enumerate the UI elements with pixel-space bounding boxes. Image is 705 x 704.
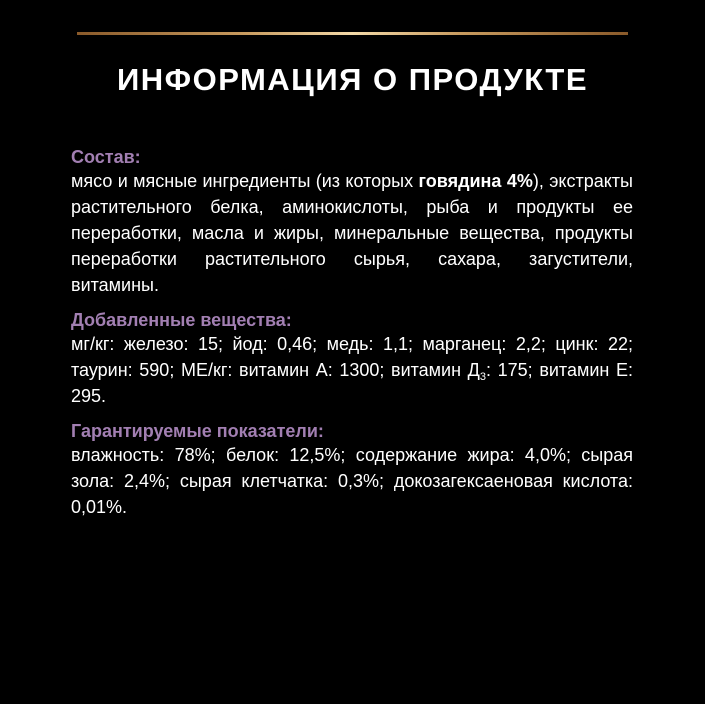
guaranteed-section	[71, 420, 633, 520]
additives-text-part: мг/кг: железо: 15; йод: 0,46; медь: 1,1; марганец: 2,2; цинк: 22; таурин: 590; МЕ/кг: витамин А: 1300; витамин Д	[71, 334, 633, 380]
guaranteed-heading: Гарантируемые показатели:	[71, 421, 324, 441]
composition-text-part: мясо и мясные ингредиенты (из которых	[71, 171, 419, 191]
top-divider	[77, 32, 628, 35]
page-title: ИНФОРМАЦИЯ О ПРОДУКТЕ	[116, 62, 589, 97]
additives-text	[71, 331, 633, 409]
composition-text-part: ), экстракты растительного белка, аминокислоты, рыба и продукты ее переработки, масла и жиры, минеральные вещества, продукты переработки растительного сырья, сахара, загустители, витамины.	[71, 171, 633, 295]
additives-heading: Добавленные вещества:	[71, 310, 292, 330]
product-info-content	[71, 146, 633, 531]
composition-text	[71, 168, 633, 298]
additives-text-part: : 175; витамин Е: 295.	[71, 360, 633, 406]
composition-heading: Состав:	[71, 147, 141, 167]
additives-section	[71, 309, 633, 409]
guaranteed-text: влажность: 78%; белок: 12,5%; содержание жира: 4,0%; сырая зола: 2,4%; сырая клетчатка: 0,3%; докозагексаеновая кислота: 0,01%.	[71, 445, 633, 517]
composition-section	[71, 146, 633, 298]
composition-bold-ingredient: говядина 4%	[418, 171, 533, 191]
vitamin-d-subscript: 3	[479, 371, 487, 383]
